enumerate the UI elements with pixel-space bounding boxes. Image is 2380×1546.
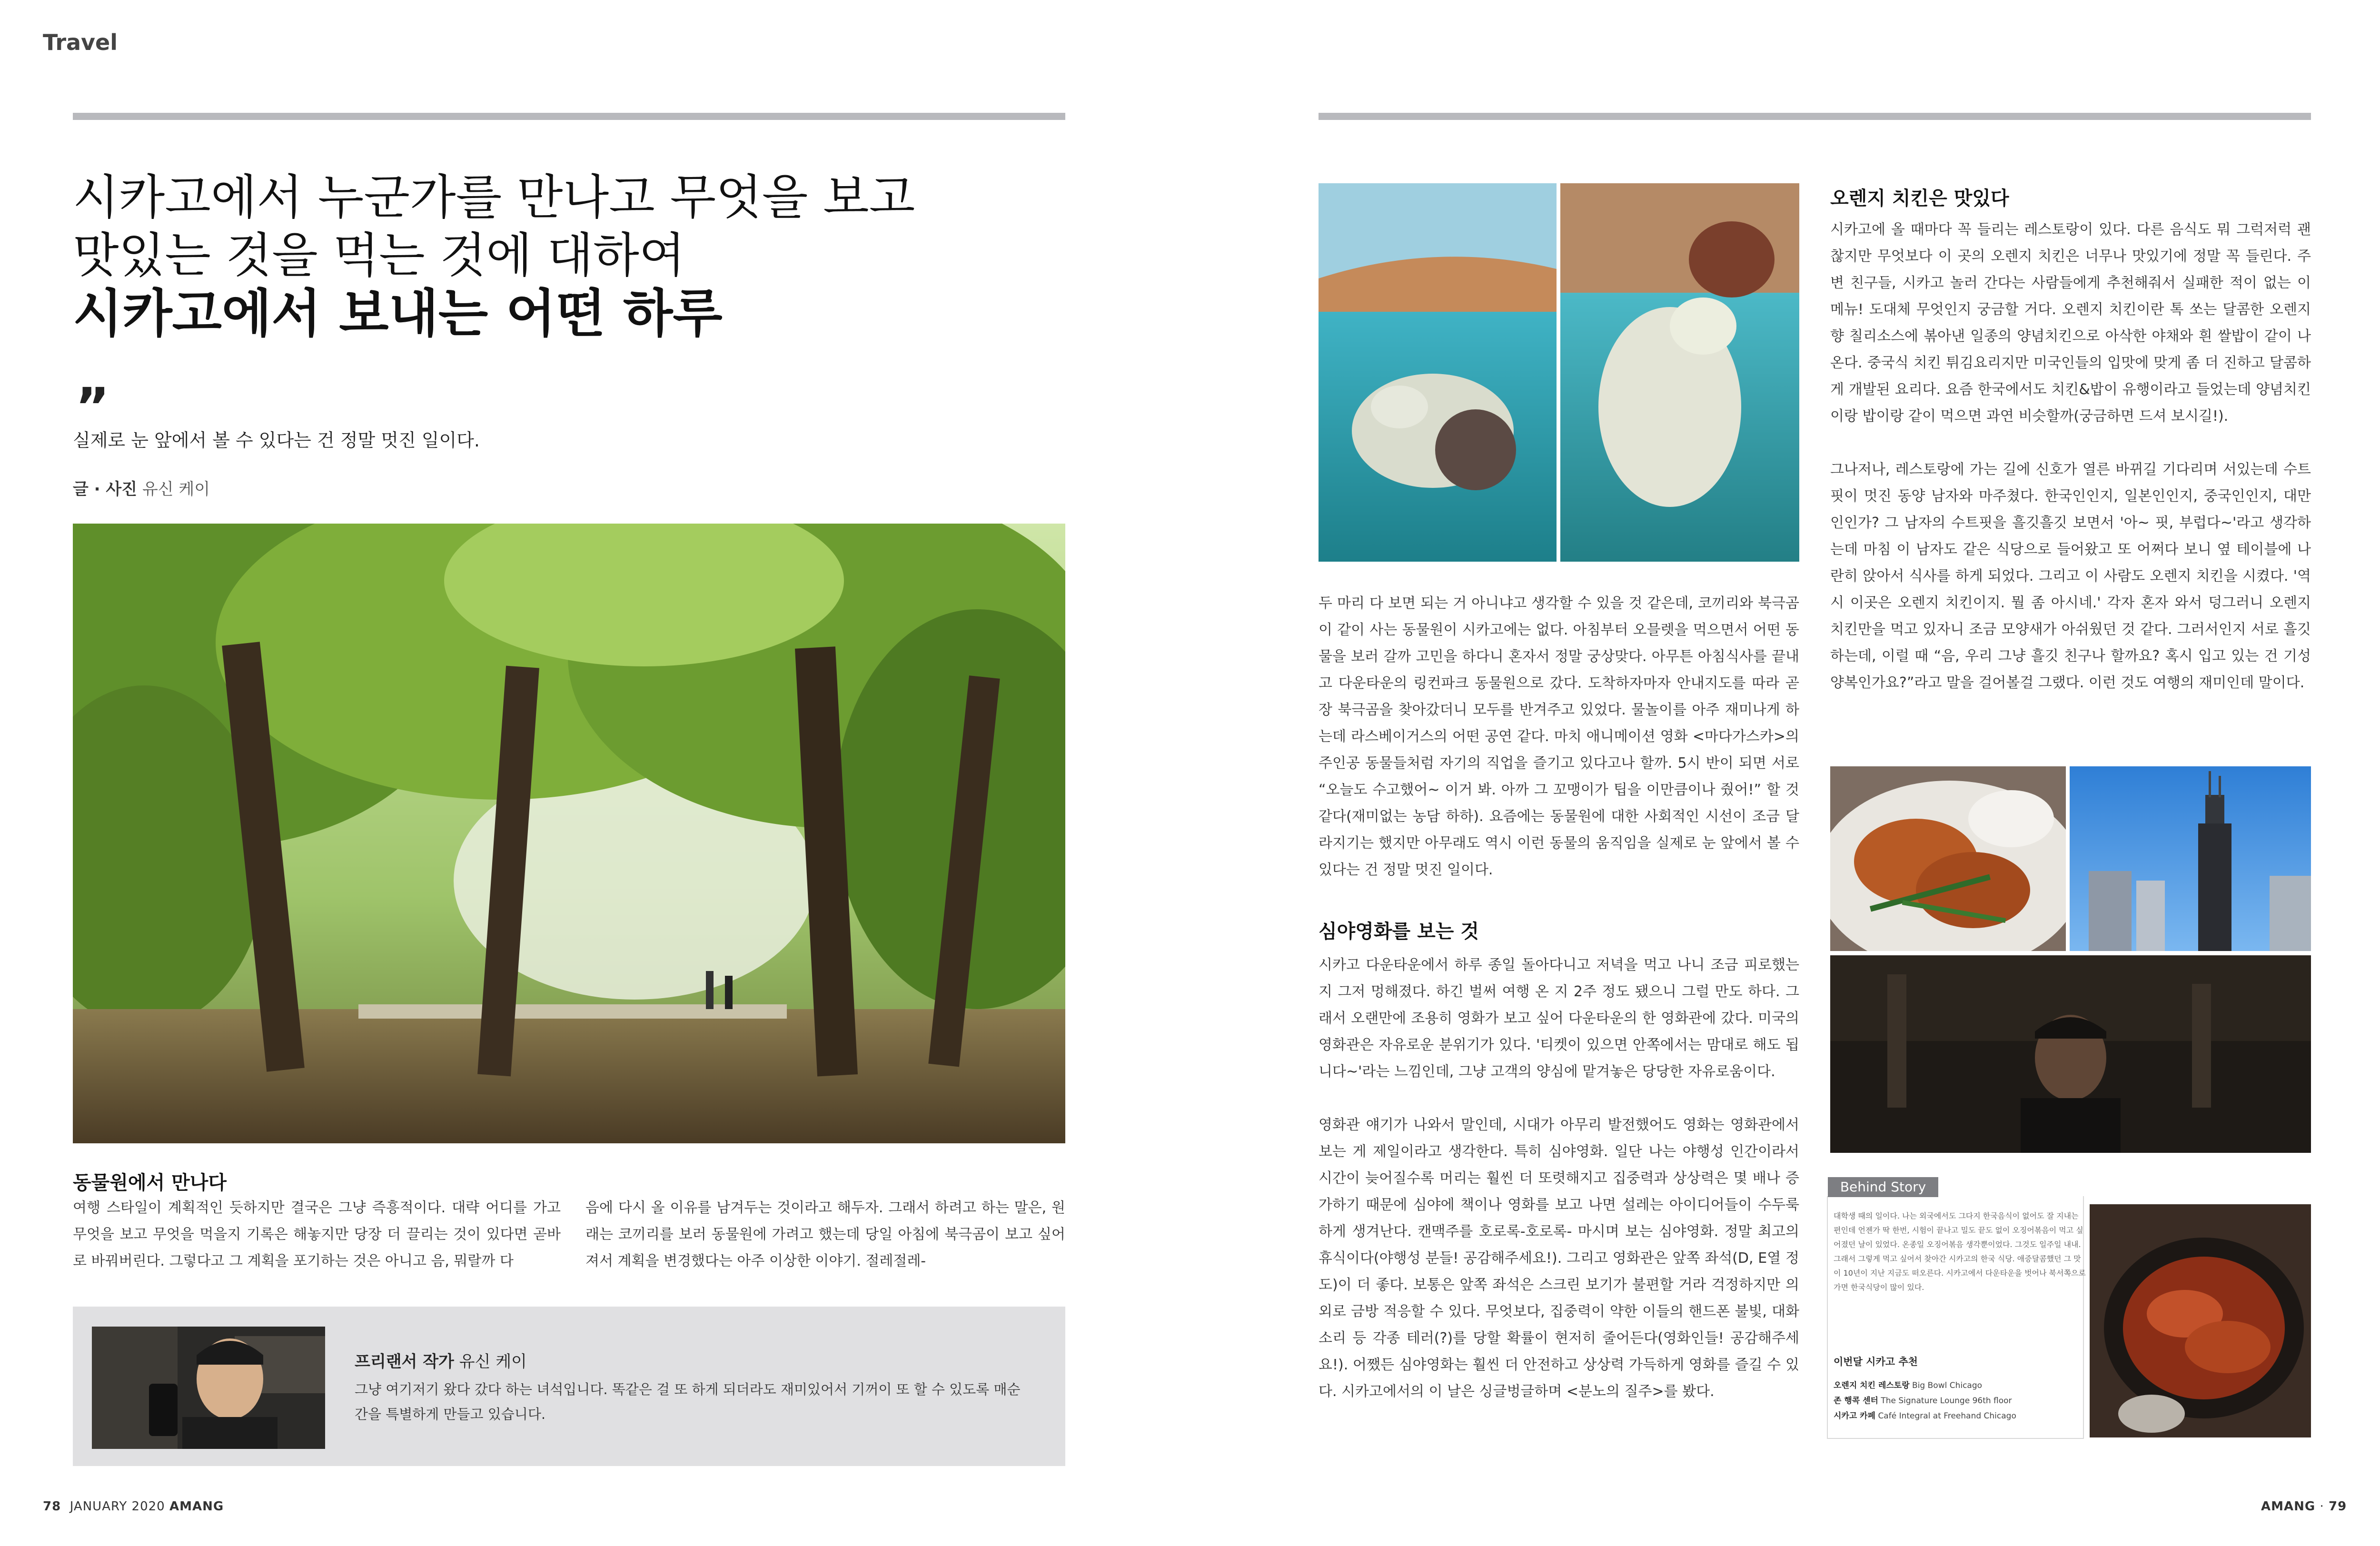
section-label: Travel bbox=[43, 30, 118, 55]
bio-name: 유신 케이 bbox=[459, 1352, 527, 1371]
recommendation-value: Café Integral at Freehand Chicago bbox=[1878, 1411, 2016, 1421]
polar-bear-photo-2 bbox=[1560, 183, 1799, 562]
movie-column-text bbox=[1319, 952, 1799, 1405]
page-number-right: 79 bbox=[2329, 1499, 2347, 1514]
magazine-name-left: AMANG bbox=[169, 1499, 224, 1514]
title-line-3: 시카고에서 보내는 어떤 하루 bbox=[73, 284, 723, 344]
park-trees-illustration bbox=[73, 524, 1065, 1143]
author-photo-illustration bbox=[92, 1327, 325, 1449]
zoo-column-2: 음에 다시 올 이유를 남겨두는 것이라고 해두자. 그래서 하려고 하는 말은, 원래는 코끼리를 보러 동물원에 가려고 했는데 당일 아침에 북극곰이 보고 싶어져서 계획을 변경했다는 아주 이상한 이야기. 절레절레- bbox=[585, 1199, 1065, 1269]
recommendation-title: 이번달 시카고 추천 bbox=[1834, 1356, 1918, 1368]
byline-name: 유신 케이 bbox=[142, 480, 210, 499]
chicago-skyline-photo bbox=[2070, 766, 2311, 951]
recommendation-value: Big Bowl Chicago bbox=[1912, 1381, 1983, 1390]
polar-bear-illustration-1 bbox=[1319, 183, 1557, 562]
top-rule-left bbox=[73, 113, 1065, 120]
footer-left bbox=[43, 1499, 224, 1514]
title-line-1: 시카고에서 누군가를 만나고 무엇을 보고 bbox=[73, 169, 915, 225]
magazine-name-right: AMANG bbox=[2261, 1499, 2316, 1514]
top-rule-right bbox=[1319, 113, 2311, 120]
author-photo bbox=[92, 1327, 325, 1449]
footer-right: AMANG · 79 bbox=[2261, 1499, 2347, 1514]
lead-sentence: 실제로 눈 앞에서 볼 수 있다는 건 정말 멋진 일이다. bbox=[73, 430, 480, 451]
movie-theater-photo bbox=[1830, 955, 2311, 1153]
squid-dish-illustration bbox=[2090, 1204, 2311, 1437]
polar-bear-illustration-2 bbox=[1560, 183, 1799, 562]
movie-theater-illustration bbox=[1830, 955, 2311, 1153]
movie-paragraph-1: 시카고 다운타운에서 하루 종일 돌아다니고 저녁을 먹고 나니 조금 피로했는지 그저 멍해졌다. 하긴 벌써 여행 온 지 2주 정도 됐으니 그럴 만도 하다. 그래서 오랜만에 조용히 영화가 보고 싶어 다운타운의 한 영화관에 갔다. 미국의 영화관은 자유로운 분위기가 있다. '티켓이 있으면 안쪽에서는 맘대로 해도 됩니다~'라는 느낌인데, 그냥 고객의 양심에 맡겨놓은 당당한 자유로움이다. bbox=[1319, 957, 1799, 1080]
byline bbox=[73, 476, 210, 499]
bio-text: 그냥 여기저기 왔다 갔다 하는 녀석입니다. 똑같은 걸 또 하게 되더라도 재미있어서 기꺼이 또 할 수 있도록 매순간을 특별하게 만들고 있습니다. bbox=[355, 1381, 1021, 1422]
page-number-left: 78 bbox=[43, 1499, 61, 1514]
recommendation-item bbox=[1834, 1378, 2091, 1393]
chicago-skyline-illustration bbox=[2070, 766, 2311, 951]
behind-story-tag: Behind Story bbox=[1828, 1177, 1938, 1197]
recommendation-item bbox=[1834, 1408, 2091, 1424]
title-line-2: 맛있는 것을 먹는 것에 대하여 bbox=[73, 228, 685, 283]
section-title-zoo: 동물원에서 만나다 bbox=[73, 1172, 227, 1194]
recommendation-list bbox=[1834, 1378, 2091, 1424]
recommendation-label: 시카고 카페 bbox=[1834, 1411, 1876, 1421]
chicken-column-text bbox=[1830, 217, 2311, 696]
recommendation-item bbox=[1834, 1393, 2091, 1408]
zoo-column-1: 여행 스타일이 계획적인 듯하지만 결국은 그냥 즉흥적이다. 대략 어디를 가고 무엇을 보고 무엇을 먹을지 기록은 해놓지만 당장 더 끌리는 것이 있다면 곧바로 바꿔버린다. 그렇다고 그 계획을 포기하는 것은 아니고 음, 뭐랄까 다 bbox=[73, 1199, 561, 1269]
behind-story-text: 대학생 때의 일이다. 나는 외국에서도 그다지 한국음식이 없어도 잘 지내는 편인데 언젠가 딱 한번, 시험이 끝나고 밀도 끝도 없이 오징어볶음이 먹고 싶어졌던 날이 있었다. 온종일 오징어볶음 생각뿐이었다. 그것도 일주일 내내. 그래서 그렇게 먹고 싶어서 찾아간 시카고의 한국 식당. 애증달콤했던 그 맛이 10년이 지난 지금도 떠오른다. 시카고에서 다운타운을 벗어나 북서쪽으로 가면 한국식당이 많이 있다. bbox=[1834, 1211, 2086, 1292]
section-title-chicken: 오렌지 치킨은 맛있다 bbox=[1830, 188, 2009, 209]
movie-paragraph-2: 영화관 얘기가 나와서 말인데, 시대가 아무리 발전했어도 영화는 영화관에서 보는 게 제일이라고 생각한다. 특히 심야영화. 일단 나는 야행성 인간이라서 시간이 늦어질수록 머리는 훨씬 더 또렷해지고 집중력과 상상력은 몇 배나 증가하기 때문에 심야에 책이나 영화를 보고 나면 설레는 아이디어들이 수두룩하게 생겨난다. 캔맥주를 호로록-호로록- 마시며 보는 심야영화. 정말 최고의 휴식이다(야행성 분들! 공감해주세요!). 그리고 영화관은 앞쪽 좌석(D, E열 정도)이 더 좋다. 보통은 앞쪽 좌석은 스크린 보기가 불편할 거라 걱정하지만 의외로 금방 적응할 수 있다. 무엇보다, 집중력이 약한 이들의 핸드폰 불빛, 대화 소리 등 각종 테러(?)를 당할 확률이 현저히 줄어든다(영화인들! 공감해주세요!). 어쨌든 심야영화는 훨씬 더 안전하고 상상력 가득하게 영화를 즐길 수 있다. 시카고에서의 이 날은 싱글벙글하며 <분노의 질주>를 봤다. bbox=[1319, 1117, 1799, 1400]
orange-chicken-illustration bbox=[1830, 766, 2066, 951]
recommendation-label: 오렌지 치킨 레스토랑 bbox=[1834, 1381, 1910, 1390]
recommendation-value: The Signature Lounge 96th floor bbox=[1881, 1396, 2012, 1406]
chicken-paragraph-2: 그나저나, 레스토랑에 가는 길에 신호가 열른 바뀌길 기다리며 서있는데 수트핏이 멋진 동양 남자와 마주쳤다. 한국인인지, 일본인인지, 중국인인지, 대만인인가? 그 남자의 수트핏을 흘깃흘깃 보면서 '아~ 핏, 부럽다~'라고 생각하는데 마침 이 남자도 같은 식당으로 들어왔고 또 어쩌다 보니 옆 테이블에 나란히 앉아서 식사를 하게 되었다. 그리고 이 사람도 오렌지 치킨을 시켰다. '역시 이곳은 오렌지 치킨이지. 뭘 좀 아시네.' 각자 혼자 와서 덩그러니 오렌지 치킨만을 먹고 있자니 조금 모양새가 아쉬웠던 것 같다. 그러서인지 서로 흘깃하는데, 이럴 때 “음, 우리 그냥 흘깃 친구나 할까요? 혹시 입고 있는 건 기성 양복인가요?”라고 말을 걸어볼걸 그랬다. 이런 것도 여행의 재미인데 말이다. bbox=[1830, 461, 2311, 691]
squid-dish-photo bbox=[2090, 1204, 2311, 1437]
issue-date: JANUARY 2020 bbox=[69, 1499, 165, 1514]
chicken-paragraph-1: 시카고에 올 때마다 꼭 들리는 레스토랑이 있다. 다른 음식도 뭐 그럭저럭 괜찮지만 무엇보다 이 곳의 오렌지 치킨은 너무나 맛있기에 정말 꼭 들린다. 주변 친구들, 시카고 놀러 간다는 사람들에게 추천해줘서 실패한 적이 없는 이 메뉴! 도대체 무엇인지 궁금할 거다. 오렌지 치킨이란 톡 쏘는 달콤한 오렌지 향 칠리소스에 볶아낸 일종의 양념치킨으로 아삭한 야채와 흰 쌀밥이 같이 나온다. 중국식 치킨 튀김요리지만 미국인들의 입맛에 맞게 좀 더 진하고 달콤하게 개발된 요리다. 요즘 한국에서도 치킨&밥이 유행이라고 들었는데 양념치킨이랑 밥이랑 같이 먹으면 과연 비슷할까(궁금하면 드셔 보시길!). bbox=[1830, 221, 2311, 425]
quote-mark-icon: ” bbox=[75, 377, 110, 437]
section-title-movie: 심야영화를 보는 것 bbox=[1319, 921, 1479, 942]
park-trees-photo bbox=[73, 524, 1065, 1143]
recommendation-label: 존 행콕 센터 bbox=[1834, 1396, 1878, 1406]
polar-bear-photo-1 bbox=[1319, 183, 1557, 562]
bio-heading bbox=[355, 1348, 527, 1372]
byline-label: 글 · 사진 bbox=[73, 480, 138, 499]
orange-chicken-photo bbox=[1830, 766, 2066, 951]
zoo-continued-text: 두 마리 다 보면 되는 거 아니냐고 생각할 수 있을 것 같은데, 코끼리와 북극곰이 같이 사는 동물원이 시카고에는 없다. 아침부터 오믈렛을 먹으면서 어떤 동물을 보러 갈까 고민을 하다니 혼자서 정말 궁상맞다. 아무튼 아침식사를 끝내고 다운타운의 링컨파크 동물원으로 갔다. 도착하자마자 안내지도를 따라 곧장 북극곰을 찾아갔더니 모두를 반겨주고 있었다. 물놀이를 아주 재미나게 하는데 라스베이거스의 어떤 공연 같다. 마치 애니메이션 영화 <마다가스카>의 주인공 동물들처럼 자기의 직업을 즐기고 있다고나 할까. 5시 반이 되면 서로 “오늘도 수고했어~ 이거 봐. 아까 그 꼬맹이가 팁을 이만큼이나 줬어!” 할 것 같다(재미없는 농담 하하). 요즘에는 동물원에 대한 사회적인 시선이 조금 달라지기는 했지만 아무래도 역시 이런 동물의 움직임을 실제로 눈 앞에서 볼 수 있다는 건 정말 멋진 일이다. bbox=[1319, 595, 1799, 878]
bio-role: 프리랜서 작가 bbox=[355, 1352, 454, 1371]
